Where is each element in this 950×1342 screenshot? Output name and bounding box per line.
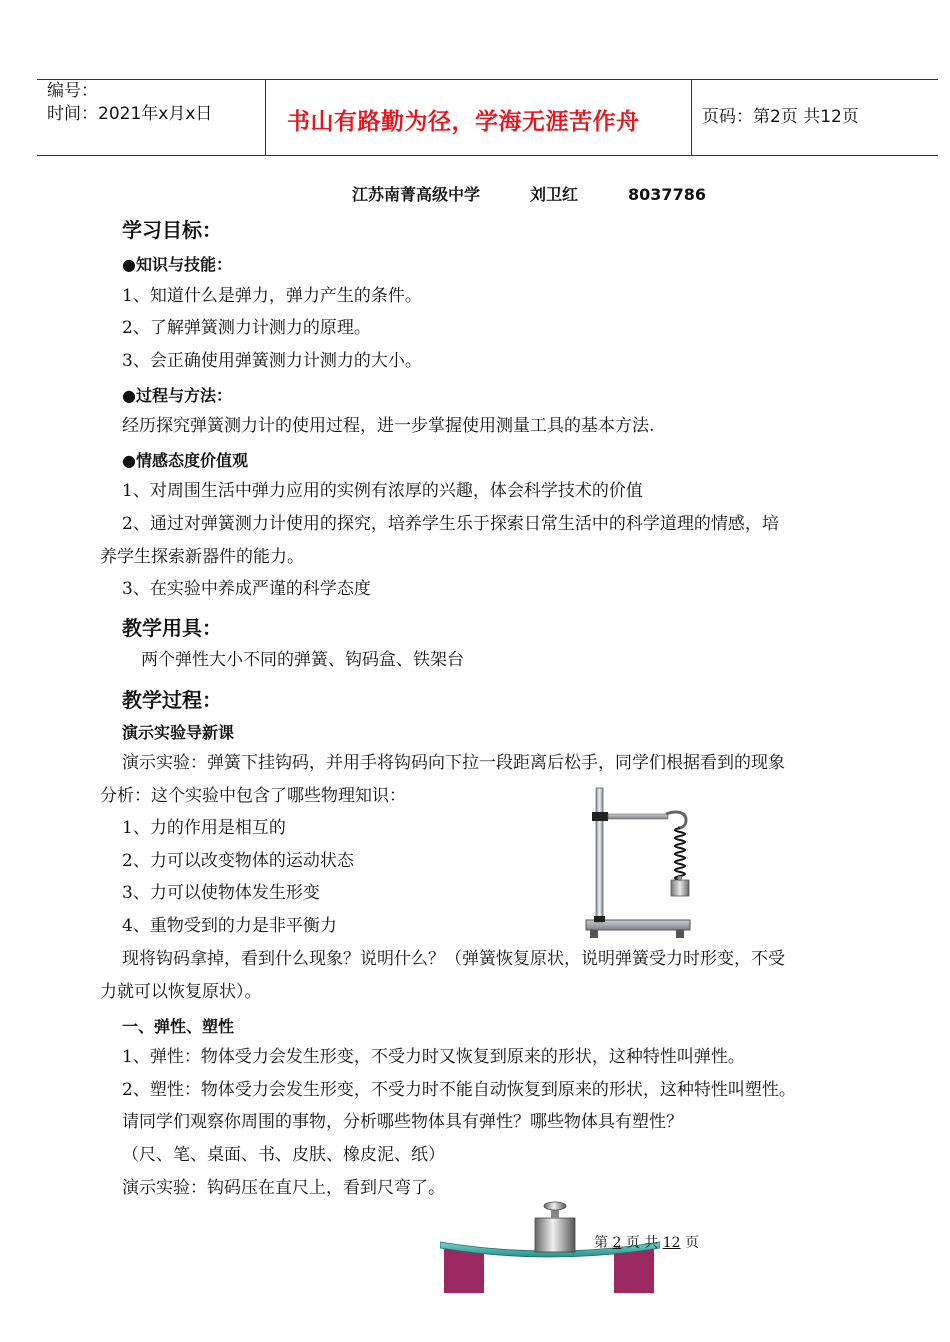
elastic-line-2: 2、塑性：物体受力会发生形变，不受力时不能自动恢复到原来的形状，这种特性叫塑性。 xyxy=(122,1080,796,1100)
teaching-process-title: 教学过程： xyxy=(122,688,222,712)
elastic-line-5: 演示实验：钩码压在直尺上，看到尺弯了。 xyxy=(122,1178,445,1198)
rod-foot-clamp xyxy=(594,916,605,922)
footer-total-pages: 12 xyxy=(662,1235,681,1251)
author-phone: 8037786 xyxy=(628,185,706,204)
demo-item-3: 3、力可以使物体发生形变 xyxy=(122,883,320,903)
page-footer xyxy=(594,1232,699,1252)
process-title: ●过程与方法： xyxy=(122,386,232,405)
tools-text: 两个弹性大小不同的弹簧、钩码盒、铁架台 xyxy=(141,650,464,670)
emotion-item-2-cont: 养学生探索新器件的能力。 xyxy=(100,547,304,567)
left-support xyxy=(444,1248,484,1293)
right-support xyxy=(614,1248,654,1293)
demo-item-1: 1、力的作用是相互的 xyxy=(122,818,286,838)
after-line-2: 力就可以恢复原状）。 xyxy=(100,982,262,1002)
stand-foot-left xyxy=(590,930,598,938)
knowledge-title: ●知识与技能： xyxy=(122,255,232,274)
header-time-label: 时间：2021年x月x日 xyxy=(47,104,213,124)
ruler-weight-knob xyxy=(544,1202,566,1210)
demo-line-1: 演示实验：弹簧下挂钩码，并用手将钩码向下拉一段距离后松手，同学们根据看到的现象 xyxy=(122,753,785,773)
emotion-item-2: 2、通过对弹簧测力计使用的探究，培养学生乐于探索日常生活中的科学道理的情感，培 xyxy=(122,514,779,534)
process-text: 经历探究弹簧测力计的使用过程，进一步掌握使用测量工具的基本方法. xyxy=(122,416,655,436)
demo-title: 演示实验导新课 xyxy=(122,723,235,742)
emotion-item-3: 3、在实验中养成严谨的科学态度 xyxy=(122,579,371,599)
spring-weight-neck xyxy=(678,876,682,881)
after-line-1: 现将钩码拿掉，看到什么现象？说明什么？（弹簧恢复原状，说明弹簧受力时形变，不受 xyxy=(122,949,785,969)
header-top-rule xyxy=(37,79,938,80)
footer-middle: 页 共 xyxy=(625,1235,659,1251)
knowledge-item-3: 3、会正确使用弹簧测力计测力的大小。 xyxy=(122,351,422,371)
tools-title: 教学用具： xyxy=(122,616,222,640)
header-divider-left xyxy=(265,79,266,155)
stand-arm xyxy=(608,814,668,819)
knowledge-item-2: 2、了解弹簧测力计测力的原理。 xyxy=(122,318,371,338)
knowledge-item-1: 1、知道什么是弹力，弹力产生的条件。 xyxy=(122,286,422,306)
header-motto: 书山有路勤为径，学海无涯苦作舟 xyxy=(287,109,640,135)
author-name: 刘卫红 xyxy=(530,185,579,204)
goals-title: 学习目标： xyxy=(122,218,222,242)
header-bottom-rule xyxy=(37,155,938,156)
emotion-title: ●情感态度价值观 xyxy=(122,451,248,470)
demo-line-2: 分析：这个实验中包含了哪些物理知识： xyxy=(100,786,406,806)
header-divider-right xyxy=(691,79,692,155)
elastic-line-4: （尺、笔、桌面、书、皮肤、橡皮泥、纸） xyxy=(122,1145,445,1165)
author-line xyxy=(352,182,706,205)
arm-hook xyxy=(666,812,686,828)
author-school: 江苏南菁高级中学 xyxy=(352,185,481,204)
emotion-item-1: 1、对周围生活中弹力应用的实例有浓厚的兴趣，体会科学技术的价值 xyxy=(122,481,643,501)
stand-rod xyxy=(596,788,603,922)
header-number-label: 编号： xyxy=(47,81,98,101)
ruler-weight xyxy=(535,1218,575,1252)
demo-item-4: 4、重物受到的力是非平衡力 xyxy=(122,916,337,936)
header-page-info: 页码：第2页 共12页 xyxy=(702,107,859,127)
spring-weight xyxy=(671,880,689,896)
spring-stand-figure xyxy=(578,780,698,944)
elastic-line-3: 请同学们观察你周围的事物，分析哪些物体具有弹性？哪些物体具有塑性？ xyxy=(122,1112,683,1132)
demo-item-2: 2、力可以改变物体的运动状态 xyxy=(122,851,354,871)
footer-suffix: 页 xyxy=(685,1235,700,1251)
arm-clamp xyxy=(592,812,608,821)
footer-prefix: 第 xyxy=(594,1235,608,1251)
elastic-line-1: 1、弹性：物体受力会发生形变，不受力时又恢复到原来的形状，这种特性叫弹性。 xyxy=(122,1047,745,1067)
elastic-title: 一、弹性、塑性 xyxy=(122,1017,235,1036)
stand-foot-right xyxy=(676,930,684,938)
footer-page-number: 2 xyxy=(612,1235,622,1251)
